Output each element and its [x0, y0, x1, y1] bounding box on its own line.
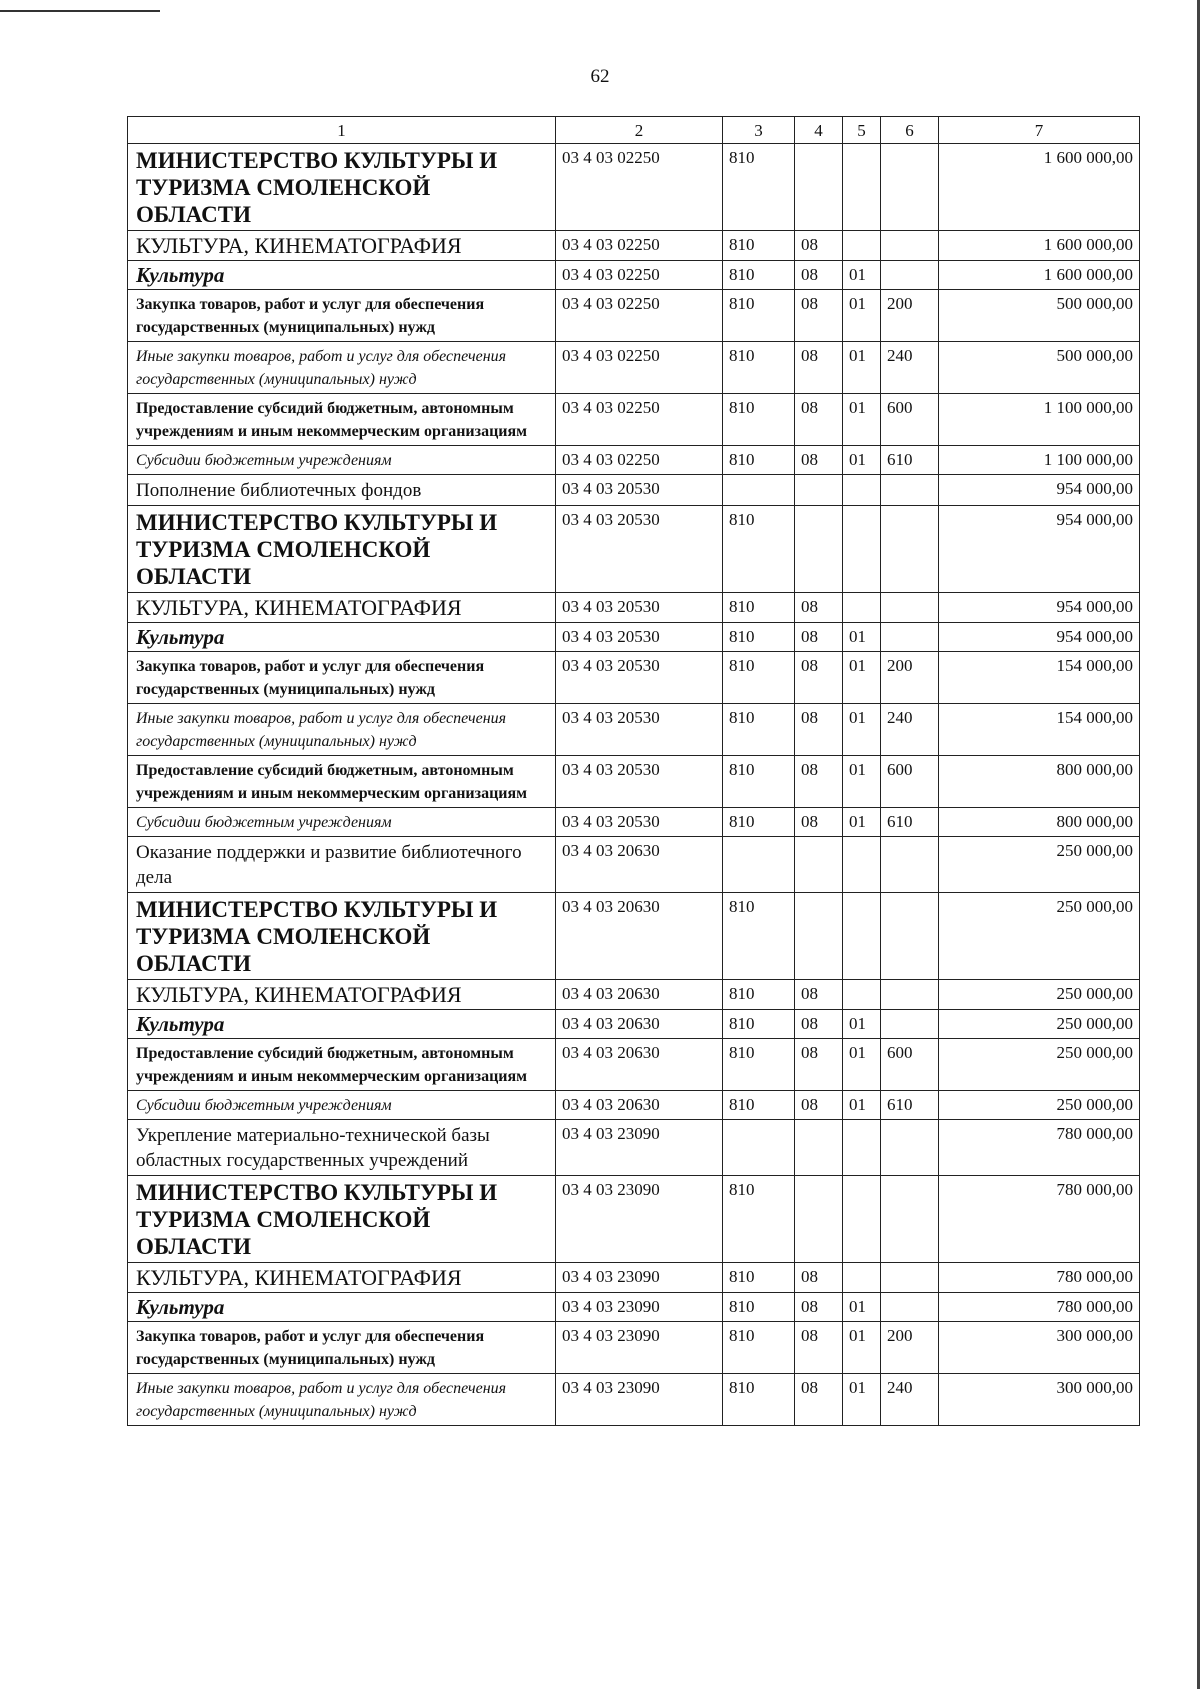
section-code: 08 [795, 756, 843, 808]
expense-type-code [881, 475, 939, 506]
expense-type-code: 200 [881, 290, 939, 342]
expense-type-code [881, 1120, 939, 1176]
expense-type-code: 600 [881, 756, 939, 808]
amount: 500 000,00 [939, 290, 1140, 342]
administrator-code: 810 [723, 261, 795, 290]
section-code: 08 [795, 446, 843, 475]
administrator-code: 810 [723, 704, 795, 756]
table-row [128, 261, 1140, 290]
expense-type-code: 610 [881, 1091, 939, 1120]
subsection-code [843, 980, 881, 1010]
expense-type-code [881, 1176, 939, 1263]
administrator-code: 810 [723, 623, 795, 652]
row-name: МИНИСТЕРСТВО КУЛЬТУРЫ И ТУРИЗМА СМОЛЕНСКОЙ ОБЛАСТИ [128, 506, 556, 593]
expense-type-code [881, 261, 939, 290]
table-row [128, 1120, 1140, 1176]
amount: 780 000,00 [939, 1120, 1140, 1176]
amount: 154 000,00 [939, 704, 1140, 756]
column-number: 6 [881, 117, 939, 144]
subsection-code [843, 1120, 881, 1176]
row-name: КУЛЬТУРА, КИНЕМАТОГРАФИЯ [128, 980, 556, 1010]
target-article-code: 03 4 03 20530 [556, 506, 723, 593]
page-number: 62 [590, 66, 610, 87]
column-number: 2 [556, 117, 723, 144]
target-article-code: 03 4 03 23090 [556, 1293, 723, 1322]
administrator-code: 810 [723, 1176, 795, 1263]
target-article-code: 03 4 03 20630 [556, 980, 723, 1010]
subsection-code: 01 [843, 1322, 881, 1374]
subsection-code [843, 893, 881, 980]
table-row [128, 446, 1140, 475]
expense-type-code: 240 [881, 342, 939, 394]
amount: 1 600 000,00 [939, 231, 1140, 261]
target-article-code: 03 4 03 20630 [556, 1091, 723, 1120]
administrator-code: 810 [723, 1263, 795, 1293]
scan-edge-line [0, 10, 160, 12]
row-name: Иные закупки товаров, работ и услуг для обеспечения государственных (муниципальных) нужд [128, 342, 556, 394]
target-article-code: 03 4 03 20530 [556, 652, 723, 704]
row-name: Культура [128, 1293, 556, 1322]
row-name: Субсидии бюджетным учреждениям [128, 446, 556, 475]
subsection-code: 01 [843, 1374, 881, 1426]
section-code: 08 [795, 1374, 843, 1426]
section-code: 08 [795, 1091, 843, 1120]
budget-table [127, 116, 1140, 1426]
section-code: 08 [795, 1322, 843, 1374]
administrator-code: 810 [723, 290, 795, 342]
amount: 1 100 000,00 [939, 446, 1140, 475]
amount: 954 000,00 [939, 593, 1140, 623]
subsection-code: 01 [843, 394, 881, 446]
expense-type-code [881, 893, 939, 980]
administrator-code: 810 [723, 506, 795, 593]
target-article-code: 03 4 03 20530 [556, 475, 723, 506]
table-row [128, 808, 1140, 837]
amount: 1 600 000,00 [939, 261, 1140, 290]
administrator-code: 810 [723, 593, 795, 623]
table-row [128, 756, 1140, 808]
subsection-code: 01 [843, 1091, 881, 1120]
table-row [128, 1263, 1140, 1293]
amount: 780 000,00 [939, 1263, 1140, 1293]
row-name: МИНИСТЕРСТВО КУЛЬТУРЫ И ТУРИЗМА СМОЛЕНСКОЙ ОБЛАСТИ [128, 1176, 556, 1263]
amount: 300 000,00 [939, 1322, 1140, 1374]
target-article-code: 03 4 03 02250 [556, 261, 723, 290]
table-row [128, 1374, 1140, 1426]
section-code: 08 [795, 593, 843, 623]
row-name: КУЛЬТУРА, КИНЕМАТОГРАФИЯ [128, 231, 556, 261]
row-name: Иные закупки товаров, работ и услуг для обеспечения государственных (муниципальных) нужд [128, 704, 556, 756]
target-article-code: 03 4 03 20630 [556, 1010, 723, 1039]
section-code [795, 144, 843, 231]
expense-type-code [881, 980, 939, 1010]
row-name: Закупка товаров, работ и услуг для обеспечения государственных (муниципальных) нужд [128, 290, 556, 342]
expense-type-code [881, 837, 939, 893]
row-name: Предоставление субсидий бюджетным, автономным учреждениям и иным некоммерческим организациям [128, 394, 556, 446]
row-name: КУЛЬТУРА, КИНЕМАТОГРАФИЯ [128, 593, 556, 623]
table-row [128, 980, 1140, 1010]
expense-type-code: 200 [881, 1322, 939, 1374]
amount: 800 000,00 [939, 808, 1140, 837]
expense-type-code: 240 [881, 704, 939, 756]
administrator-code: 810 [723, 980, 795, 1010]
target-article-code: 03 4 03 20530 [556, 593, 723, 623]
administrator-code: 810 [723, 1010, 795, 1039]
expense-type-code: 600 [881, 1039, 939, 1091]
administrator-code: 810 [723, 1091, 795, 1120]
administrator-code: 810 [723, 652, 795, 704]
subsection-code: 01 [843, 1010, 881, 1039]
table-row [128, 1091, 1140, 1120]
amount: 250 000,00 [939, 837, 1140, 893]
expense-type-code [881, 1293, 939, 1322]
administrator-code: 810 [723, 394, 795, 446]
administrator-code: 810 [723, 1039, 795, 1091]
table-row [128, 1293, 1140, 1322]
administrator-code: 810 [723, 1374, 795, 1426]
table-row [128, 144, 1140, 231]
column-number-row [128, 117, 1140, 144]
section-code: 08 [795, 231, 843, 261]
section-code [795, 475, 843, 506]
row-name: Культура [128, 261, 556, 290]
section-code: 08 [795, 290, 843, 342]
section-code: 08 [795, 980, 843, 1010]
target-article-code: 03 4 03 23090 [556, 1120, 723, 1176]
row-name: Субсидии бюджетным учреждениям [128, 1091, 556, 1120]
column-number: 3 [723, 117, 795, 144]
column-number: 7 [939, 117, 1140, 144]
subsection-code [843, 144, 881, 231]
expense-type-code [881, 231, 939, 261]
table-row [128, 394, 1140, 446]
target-article-code: 03 4 03 23090 [556, 1176, 723, 1263]
subsection-code: 01 [843, 808, 881, 837]
expense-type-code: 240 [881, 1374, 939, 1426]
target-article-code: 03 4 03 02250 [556, 290, 723, 342]
table-row [128, 342, 1140, 394]
amount: 780 000,00 [939, 1293, 1140, 1322]
administrator-code: 810 [723, 893, 795, 980]
expense-type-code: 610 [881, 808, 939, 837]
row-name: КУЛЬТУРА, КИНЕМАТОГРАФИЯ [128, 1263, 556, 1293]
target-article-code: 03 4 03 23090 [556, 1263, 723, 1293]
section-code: 08 [795, 1263, 843, 1293]
table-row [128, 893, 1140, 980]
target-article-code: 03 4 03 20530 [556, 808, 723, 837]
table-row [128, 1176, 1140, 1263]
target-article-code: 03 4 03 20630 [556, 1039, 723, 1091]
section-code: 08 [795, 623, 843, 652]
target-article-code: 03 4 03 23090 [556, 1374, 723, 1426]
target-article-code: 03 4 03 20530 [556, 756, 723, 808]
subsection-code: 01 [843, 756, 881, 808]
subsection-code [843, 593, 881, 623]
table-body [128, 144, 1140, 1426]
amount: 780 000,00 [939, 1176, 1140, 1263]
subsection-code: 01 [843, 623, 881, 652]
amount: 250 000,00 [939, 980, 1140, 1010]
row-name: Иные закупки товаров, работ и услуг для обеспечения государственных (муниципальных) нужд [128, 1374, 556, 1426]
row-name: Закупка товаров, работ и услуг для обеспечения государственных (муниципальных) нужд [128, 1322, 556, 1374]
section-code: 08 [795, 342, 843, 394]
target-article-code: 03 4 03 02250 [556, 446, 723, 475]
amount: 954 000,00 [939, 506, 1140, 593]
administrator-code [723, 1120, 795, 1176]
table-row [128, 231, 1140, 261]
amount: 954 000,00 [939, 475, 1140, 506]
subsection-code [843, 837, 881, 893]
row-name: Оказание поддержки и развитие библиотечного дела [128, 837, 556, 893]
subsection-code: 01 [843, 704, 881, 756]
expense-type-code [881, 623, 939, 652]
section-code: 08 [795, 652, 843, 704]
target-article-code: 03 4 03 02250 [556, 144, 723, 231]
section-code [795, 1176, 843, 1263]
expense-type-code [881, 593, 939, 623]
table-row [128, 290, 1140, 342]
row-name: Предоставление субсидий бюджетным, автономным учреждениям и иным некоммерческим организациям [128, 1039, 556, 1091]
row-name: Предоставление субсидий бюджетным, автономным учреждениям и иным некоммерческим организациям [128, 756, 556, 808]
section-code: 08 [795, 704, 843, 756]
administrator-code: 810 [723, 808, 795, 837]
table-row [128, 475, 1140, 506]
administrator-code: 810 [723, 756, 795, 808]
subsection-code: 01 [843, 1293, 881, 1322]
section-code [795, 837, 843, 893]
section-code [795, 1120, 843, 1176]
expense-type-code [881, 1010, 939, 1039]
administrator-code: 810 [723, 342, 795, 394]
expense-type-code: 600 [881, 394, 939, 446]
subsection-code [843, 1176, 881, 1263]
table-row [128, 1010, 1140, 1039]
target-article-code: 03 4 03 20630 [556, 837, 723, 893]
section-code: 08 [795, 261, 843, 290]
amount: 250 000,00 [939, 1039, 1140, 1091]
administrator-code: 810 [723, 1322, 795, 1374]
target-article-code: 03 4 03 02250 [556, 394, 723, 446]
subsection-code [843, 1263, 881, 1293]
subsection-code [843, 231, 881, 261]
section-code [795, 893, 843, 980]
section-code: 08 [795, 1293, 843, 1322]
administrator-code [723, 475, 795, 506]
subsection-code: 01 [843, 290, 881, 342]
row-name: Укрепление материально-технической базы областных государственных учреждений [128, 1120, 556, 1176]
section-code: 08 [795, 808, 843, 837]
row-name: МИНИСТЕРСТВО КУЛЬТУРЫ И ТУРИЗМА СМОЛЕНСКОЙ ОБЛАСТИ [128, 144, 556, 231]
subsection-code: 01 [843, 342, 881, 394]
section-code: 08 [795, 1039, 843, 1091]
section-code: 08 [795, 394, 843, 446]
row-name: Закупка товаров, работ и услуг для обеспечения государственных (муниципальных) нужд [128, 652, 556, 704]
administrator-code: 810 [723, 231, 795, 261]
amount: 250 000,00 [939, 1091, 1140, 1120]
table-row [128, 623, 1140, 652]
subsection-code: 01 [843, 1039, 881, 1091]
amount: 1 100 000,00 [939, 394, 1140, 446]
row-name: Культура [128, 623, 556, 652]
table-row [128, 837, 1140, 893]
target-article-code: 03 4 03 20630 [556, 893, 723, 980]
expense-type-code: 610 [881, 446, 939, 475]
table-row [128, 1039, 1140, 1091]
column-number: 1 [128, 117, 556, 144]
row-name: Субсидии бюджетным учреждениям [128, 808, 556, 837]
table-row [128, 652, 1140, 704]
target-article-code: 03 4 03 20530 [556, 704, 723, 756]
expense-type-code [881, 1263, 939, 1293]
target-article-code: 03 4 03 20530 [556, 623, 723, 652]
subsection-code [843, 506, 881, 593]
column-number: 4 [795, 117, 843, 144]
subsection-code: 01 [843, 652, 881, 704]
row-name: МИНИСТЕРСТВО КУЛЬТУРЫ И ТУРИЗМА СМОЛЕНСКОЙ ОБЛАСТИ [128, 893, 556, 980]
subsection-code [843, 475, 881, 506]
expense-type-code [881, 144, 939, 231]
amount: 954 000,00 [939, 623, 1140, 652]
column-number: 5 [843, 117, 881, 144]
subsection-code: 01 [843, 261, 881, 290]
amount: 500 000,00 [939, 342, 1140, 394]
table-row [128, 593, 1140, 623]
row-name: Пополнение библиотечных фондов [128, 475, 556, 506]
expense-type-code [881, 506, 939, 593]
expense-type-code: 200 [881, 652, 939, 704]
amount: 250 000,00 [939, 893, 1140, 980]
table-row [128, 1322, 1140, 1374]
target-article-code: 03 4 03 02250 [556, 231, 723, 261]
subsection-code: 01 [843, 446, 881, 475]
amount: 250 000,00 [939, 1010, 1140, 1039]
target-article-code: 03 4 03 02250 [556, 342, 723, 394]
administrator-code: 810 [723, 1293, 795, 1322]
amount: 154 000,00 [939, 652, 1140, 704]
target-article-code: 03 4 03 23090 [556, 1322, 723, 1374]
table-row [128, 704, 1140, 756]
amount: 300 000,00 [939, 1374, 1140, 1426]
row-name: Культура [128, 1010, 556, 1039]
section-code: 08 [795, 1010, 843, 1039]
administrator-code: 810 [723, 144, 795, 231]
amount: 1 600 000,00 [939, 144, 1140, 231]
table-row [128, 506, 1140, 593]
section-code [795, 506, 843, 593]
administrator-code [723, 837, 795, 893]
administrator-code: 810 [723, 446, 795, 475]
amount: 800 000,00 [939, 756, 1140, 808]
